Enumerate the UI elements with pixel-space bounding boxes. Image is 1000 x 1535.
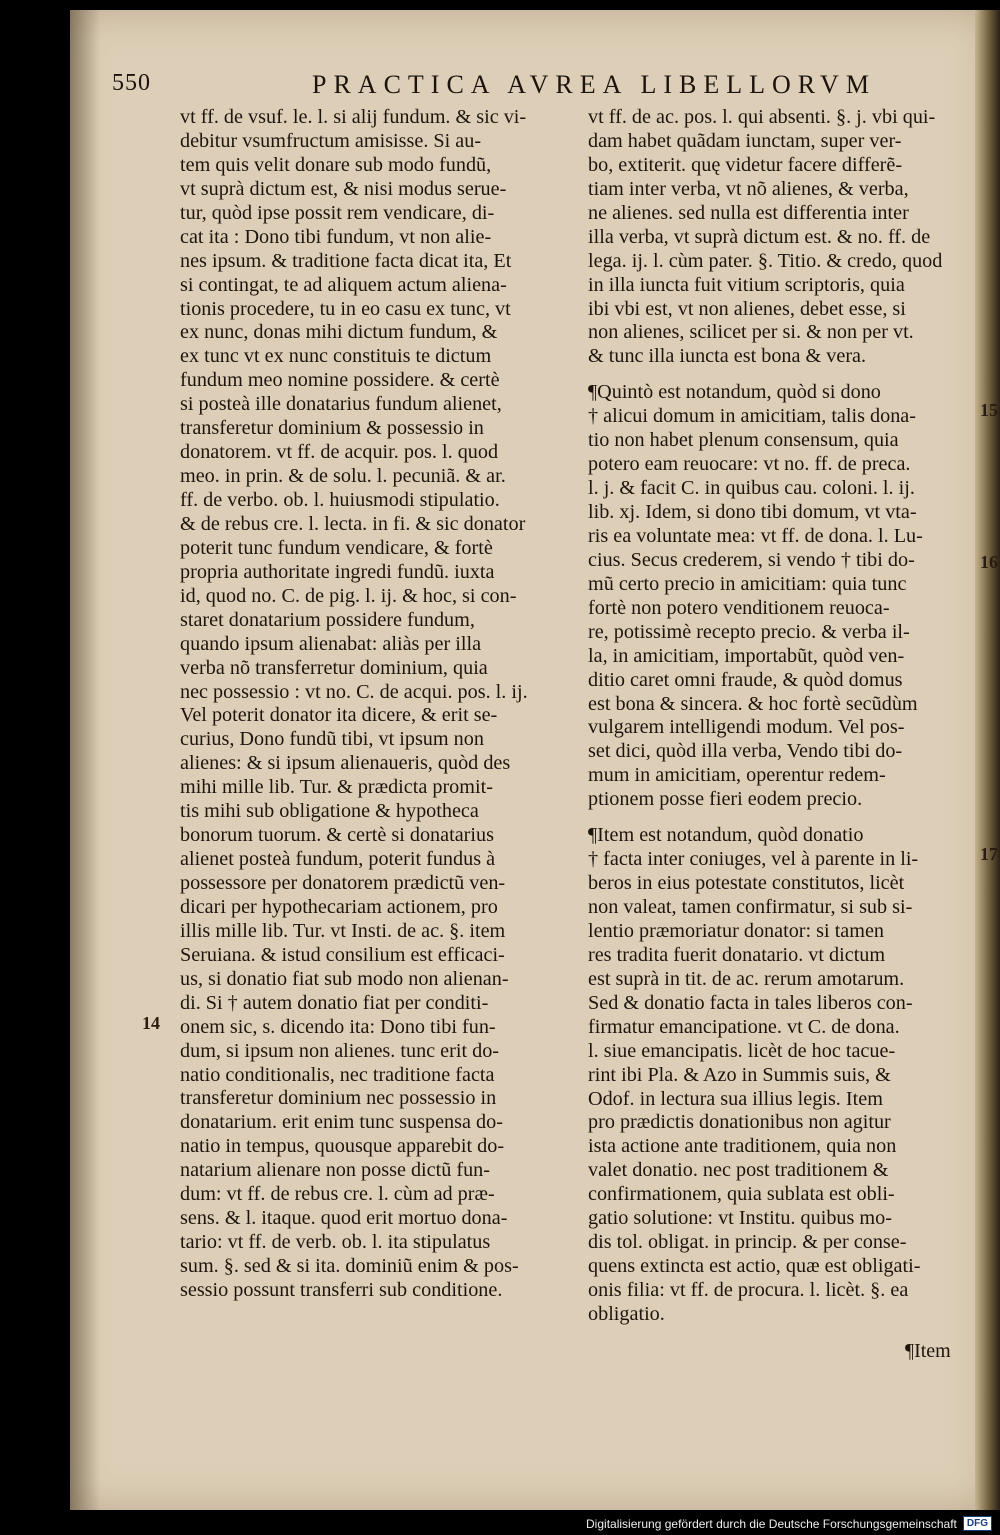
- text-line: obligatio.: [588, 1302, 665, 1325]
- text-line: & de rebus cre. l. lecta. in fi. & sic donator: [180, 512, 526, 535]
- right-text-column: [588, 106, 980, 1327]
- marginal-number-14: 14: [142, 1013, 160, 1033]
- text-line: poterit tunc fundum vendicare, & fortè: [180, 536, 493, 559]
- text-line: beros in eius potestate constitutos, licèt: [588, 872, 905, 895]
- text-line: quando ipsum alienabat: aliàs per illa: [180, 632, 482, 655]
- text-line: illis mille lib. Tur. vt Insti. de ac. §. item: [180, 919, 506, 942]
- text-line: res tradita fuerit donatario. vt dictum: [588, 943, 886, 966]
- text-line: re, potissimè recepto precio. & verba il-: [588, 620, 910, 643]
- text-line: potero eam reuocare: vt no. ff. de preca.: [588, 453, 911, 476]
- text-line: cat ita : Dono tibi fundum, vt non alie-: [180, 225, 492, 248]
- text-line: di. Si † autem donatio fiat per conditi-: [180, 991, 489, 1014]
- text-line: tem quis velit donare sub modo fundũ,: [180, 153, 492, 176]
- text-line: vt ff. de ac. pos. l. qui absenti. §. j. vbi qui-: [588, 106, 936, 128]
- text-line: vulgarem intelligendi modum. Vel pos-: [588, 716, 905, 739]
- text-line: si contingat, te ad aliquem actum aliena-: [180, 273, 507, 296]
- text-line: tur, quòd ipse possit rem vendicare, di-: [180, 201, 495, 224]
- text-line: natarium alienare non posse dictũ fun-: [180, 1159, 490, 1182]
- text-line: ibi vbi est, vt non alienes, debet esse, si: [588, 297, 906, 320]
- text-line: ptionem posse fieri eodem precio.: [588, 788, 863, 811]
- text-line: natio conditionalis, nec traditione facta: [180, 1063, 495, 1086]
- text-line: Sed & donatio facta in tales liberos con-: [588, 991, 913, 1014]
- text-line: tio non habet plenum consensum, quia: [588, 429, 899, 452]
- text-line: non alienes, scilicet per si. & non per vt.: [588, 321, 914, 344]
- marginal-number-16: 16: [980, 552, 998, 572]
- text-line: † alicui domum in amicitiam, talis dona-: [588, 405, 916, 428]
- text-line: quens extincta est actio, quæ est obligati-: [588, 1255, 921, 1278]
- marginal-number-17: 17: [980, 844, 998, 864]
- marginal-number-15: 15: [980, 400, 998, 420]
- text-line: id, quod no. C. de pig. l. ij. & hoc, si con-: [180, 584, 517, 607]
- text-line: in illa iuncta fuit vitium scriptoris, quia: [588, 273, 905, 296]
- text-line: dam habet quãdam iunctam, super ver-: [588, 129, 902, 152]
- text-line: verba nõ transferretur dominium, quia: [180, 656, 488, 679]
- text-line: mũ certo precio in amicitiam: quia tunc: [588, 572, 907, 595]
- text-line: & tunc illa iuncta est bona & vera.: [588, 345, 867, 368]
- text-line: ne alienes. sed nulla est differentia inter: [588, 201, 909, 224]
- text-line: tis mihi sub obligatione & hypotheca: [180, 800, 479, 823]
- text-line: † facta inter coniuges, vel à parente in li-: [588, 848, 919, 871]
- text-line: bonorum tuorum. & certè si donatarius: [180, 824, 494, 847]
- text-line: lentio præmoriatur donator: si tamen: [588, 919, 885, 942]
- footer-text: Digitalisierung gefördert durch die Deutsche Forschungsgemeinschaft: [586, 1516, 957, 1531]
- text-line: sessio possunt transferri sub conditione.: [180, 1278, 503, 1301]
- text-line: dum: vt ff. de rebus cre. l. cùm ad præ-: [180, 1183, 495, 1206]
- text-line: natio in tempus, quousque apparebit do-: [180, 1135, 505, 1158]
- catchword: ¶Item: [905, 1340, 951, 1362]
- text-line: transferetur dominium nec possessio in: [180, 1087, 497, 1110]
- page-number: 550: [112, 70, 151, 96]
- text-line: fortè non potero venditionem reuoca-: [588, 596, 890, 619]
- text-line: firmatur emancipatione. vt C. de dona.: [588, 1015, 900, 1038]
- text-line: nes ipsum. & traditione facta dicat ita, Et: [180, 249, 512, 272]
- text-line: donatarium. erit enim tunc suspensa do-: [180, 1111, 503, 1134]
- text-line: mihi mille lib. Tur. & prædicta promit-: [180, 776, 493, 799]
- text-line: confirmationem, quia sublata est obli-: [588, 1183, 895, 1206]
- text-line: pro prædictis donationibus non agitur: [588, 1111, 891, 1134]
- text-line: Odof. in lectura sua illius legis. Item: [588, 1087, 883, 1110]
- text-line: gatio solutione: vt Institu. quibus mo-: [588, 1207, 892, 1230]
- text-line: sum. §. sed & si ita. dominiũ enim & pos-: [180, 1255, 519, 1277]
- text-line: dis tol. obligat. in princip. & per conse-: [588, 1231, 907, 1254]
- text-line: ff. de verbo. ob. l. huiusmodi stipulatio.: [180, 489, 500, 511]
- text-line: lib. xj. Idem, si dono tibi domum, vt vta-: [588, 501, 917, 523]
- text-line: alienes: & si ipsum alienaueris, quòd des: [180, 752, 511, 775]
- text-line: tionis procedere, tu in eo casu ex tunc, vt: [180, 297, 511, 320]
- text-line: rint ibi Pla. & Azo in Summis suis, &: [588, 1063, 891, 1086]
- text-line: debitur vsumfructum amisisse. Si au-: [180, 129, 482, 152]
- text-line: l. siue emancipatis. licèt de hoc tacue-: [588, 1039, 896, 1062]
- page-gutter-shadow: [70, 10, 100, 1510]
- text-line: staret donatarium possidere fundum,: [180, 608, 475, 631]
- text-line: ris ea voluntate mea: vt ff. de dona. l. Lu-: [588, 524, 923, 547]
- text-line: tario: vt ff. de verb. ob. l. ita stipulatus: [180, 1231, 491, 1254]
- text-line: non valeat, tamen confirmatur, si sub si-: [588, 896, 913, 918]
- text-line: est suprà in tit. de ac. rerum amotarum.: [588, 967, 905, 990]
- text-line: possessore per donatorem prædictũ ven-: [180, 872, 506, 894]
- text-line: est bona & sincera. & hoc fortè secũdùm: [588, 692, 918, 715]
- text-line: valet donatio. nec post traditionem &: [588, 1159, 889, 1182]
- text-line: meo. in prin. & de solu. l. pecuniã. & ar.: [180, 465, 506, 488]
- text-line: transferetur dominium & possessio in: [180, 417, 484, 440]
- text-line: mum in amicitiam, operentur redem-: [588, 764, 886, 787]
- text-line: ditio caret omni fraude, & quòd domus: [588, 668, 903, 691]
- text-line: ¶Item est notandum, quòd donatio: [588, 824, 864, 847]
- text-line: onis filia: vt ff. de procura. l. licèt. §. ea: [588, 1279, 909, 1301]
- text-line: curius, Dono fundũ tibi, vt ipsum non: [180, 728, 484, 751]
- text-line: fundum meo nomine possidere. & certè: [180, 369, 500, 392]
- text-line: si posteà ille donatarius fundum alienet,: [180, 393, 502, 416]
- text-line: l. j. & facit C. in quibus cau. coloni. l. ij.: [588, 477, 915, 500]
- text-line: us, si donatio fiat sub modo non alienan-: [180, 967, 509, 990]
- text-line: propria authoritate ingredi fundũ. iuxta: [180, 560, 495, 583]
- text-line: tiam inter verba, vt nõ alienes, & verba,: [588, 177, 909, 200]
- dfg-logo: DFG: [963, 1516, 992, 1531]
- left-text-column: [180, 106, 572, 1303]
- text-line: bo, extiterit. quę videtur facere differẽ-: [588, 153, 903, 176]
- text-line: vt ff. de vsuf. le. l. si alij fundum. & sic vi-: [180, 106, 527, 128]
- text-line: Vel poterit donator ita dicere, & erit se-: [180, 704, 498, 727]
- running-title: PRACTICA AVREA LIBELLORVM: [312, 70, 876, 99]
- text-line: Seruiana. & istud consilium est efficaci-: [180, 943, 505, 966]
- text-line: donatorem. vt ff. de acquir. pos. l. quod: [180, 441, 499, 464]
- text-line: illa verba, vt suprà dictum est. & no. ff. de: [588, 225, 931, 248]
- text-line: sens. & l. itaque. quod erit mortuo dona-: [180, 1207, 508, 1230]
- text-line: ¶Quintò est notandum, quòd si dono: [588, 381, 881, 404]
- paragraph-gap: [588, 369, 980, 381]
- text-line: nec possessio : vt no. C. de acqui. pos. l. ij.: [180, 680, 528, 703]
- text-line: vt suprà dictum est, & nisi modus serue-: [180, 177, 507, 200]
- text-line: onem sic, s. dicendo ita: Dono tibi fun-: [180, 1015, 496, 1038]
- text-line: lega. ij. l. cùm pater. §. Titio. & credo, quod: [588, 249, 943, 272]
- digitization-footer: [586, 1516, 992, 1531]
- text-line: alienet posteà fundum, poterit fundus à: [180, 848, 496, 871]
- text-line: la, in amicitiam, importabũt, quòd ven-: [588, 644, 905, 667]
- text-line: ista actione ante traditionem, quia non: [588, 1135, 897, 1158]
- text-line: ex nunc, donas mihi dictum fundum, &: [180, 321, 498, 344]
- text-line: set dici, quòd illa verba, Vendo tibi do-: [588, 740, 903, 763]
- text-line: ex tunc vt ex nunc constituis te dictum: [180, 345, 492, 368]
- text-line: dicari per hypothecariam actionem, pro: [180, 895, 498, 918]
- text-line: cius. Secus crederem, si vendo † tibi do-: [588, 548, 915, 571]
- text-line: dum, si ipsum non alienes. tunc erit do-: [180, 1039, 500, 1062]
- paragraph-gap: [588, 812, 980, 824]
